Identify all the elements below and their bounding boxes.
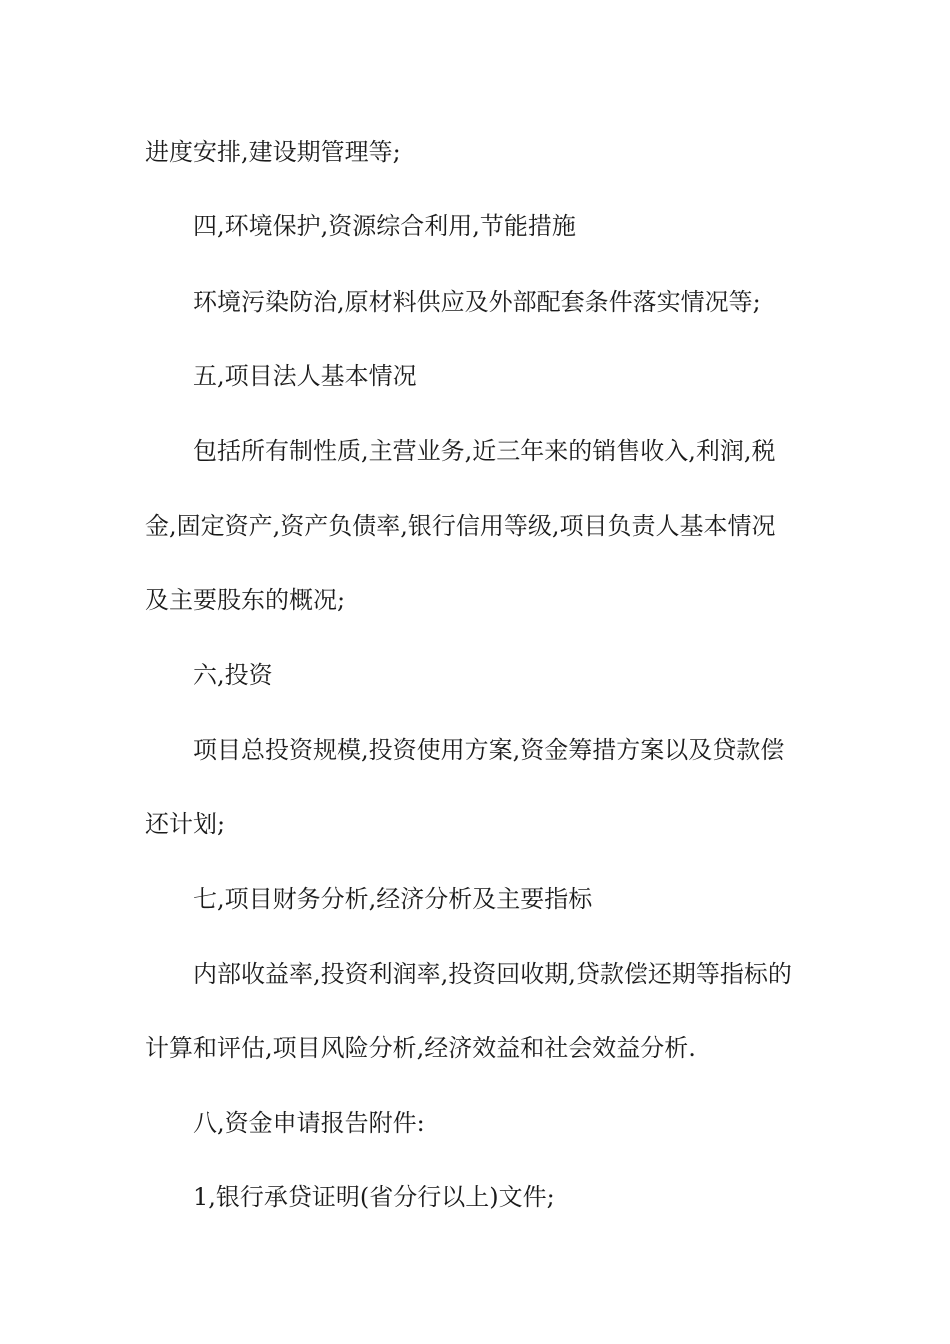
section-heading-seven: 七,项目财务分析,经济分析及主要指标 xyxy=(193,885,593,913)
section-heading-six: 六,投资 xyxy=(193,661,273,689)
body-text-line: 项目总投资规模,投资使用方案,资金筹措方案以及贷款偿 xyxy=(193,736,785,764)
list-item: 1,银行承贷证明(省分行以上)文件; xyxy=(193,1183,555,1211)
body-text-line: 还计划; xyxy=(145,810,226,838)
section-heading-eight: 八,资金申请报告附件: xyxy=(193,1109,425,1137)
section-heading-five: 五,项目法人基本情况 xyxy=(193,362,417,390)
body-text-line: 进度安排,建设期管理等; xyxy=(145,138,401,166)
body-text-line: 金,固定资产,资产负债率,银行信用等级,项目负责人基本情况 xyxy=(145,512,776,540)
body-text-line: 包括所有制性质,主营业务,近三年来的销售收入,利润,税 xyxy=(193,437,776,465)
body-text-line: 计算和评估,项目风险分析,经济效益和社会效益分析. xyxy=(145,1034,696,1062)
section-heading-four: 四,环境保护,资源综合利用,节能措施 xyxy=(193,212,576,240)
body-text-line: 内部收益率,投资利润率,投资回收期,贷款偿还期等指标的 xyxy=(193,960,792,988)
body-text-line: 环境污染防治,原材料供应及外部配套条件落实情况等; xyxy=(193,288,761,316)
body-text-line: 及主要股东的概况; xyxy=(145,586,346,614)
